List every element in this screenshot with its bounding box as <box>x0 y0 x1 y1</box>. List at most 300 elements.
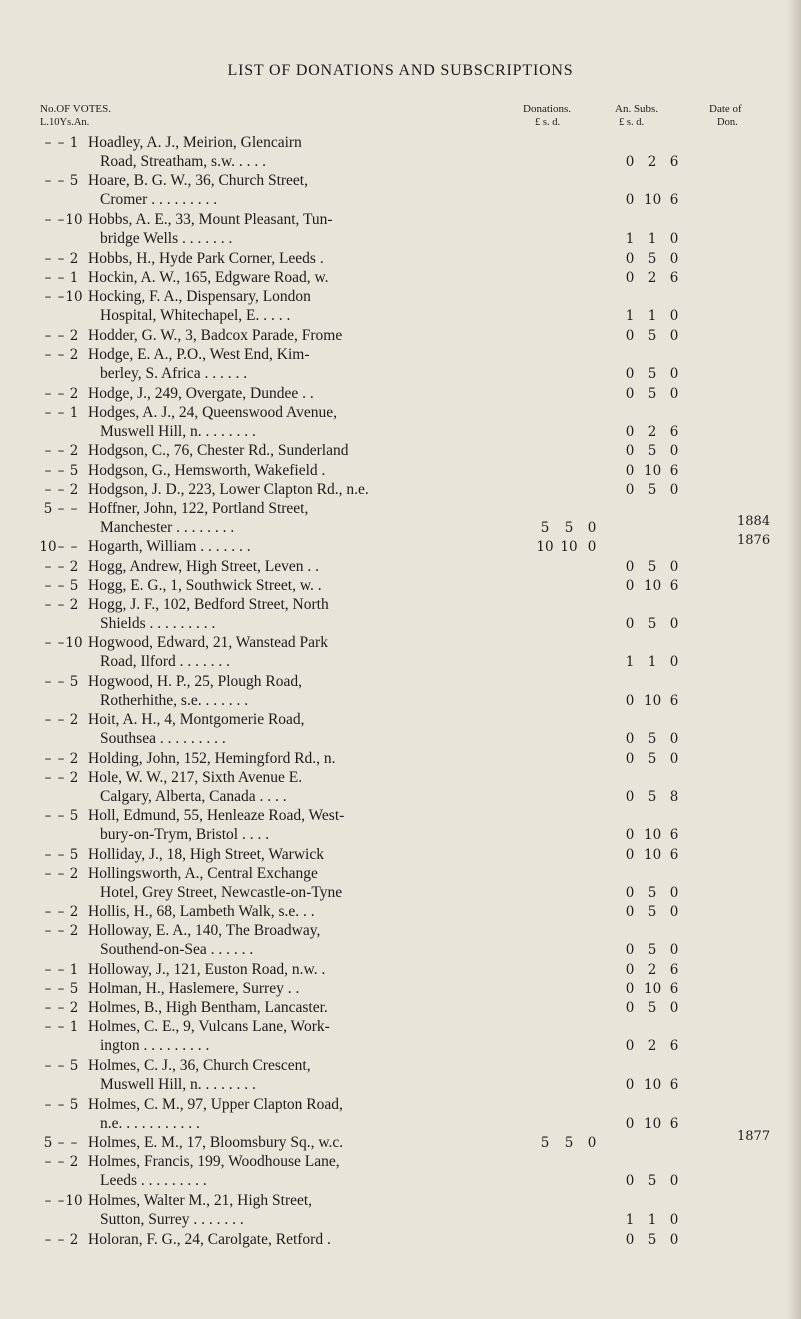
entry-continuation-line: Manchester . . . . . . . . <box>100 519 235 536</box>
subscription-shillings: 5 <box>647 482 657 498</box>
votes-annual-cell: 5 <box>69 1058 79 1074</box>
entry-first-line: Hobbs, H., Hyde Park Corner, Leeds . <box>88 250 324 267</box>
list-item <box>0 441 801 460</box>
list-item <box>0 1095 801 1133</box>
subscriber-entry <box>88 998 528 1017</box>
subscription-shillings: 2 <box>647 962 657 978</box>
subscription-pounds: 0 <box>625 559 635 575</box>
donation-pence: 0 <box>587 1135 597 1151</box>
votes-decade-cell: – <box>57 578 65 594</box>
subscription-pounds: 1 <box>625 654 635 670</box>
subscription-pounds: 0 <box>625 1116 635 1132</box>
subscription-pounds: 0 <box>625 270 635 286</box>
entry-continuation-line: Calgary, Alberta, Canada . . . . <box>100 788 287 805</box>
subscription-pounds: 1 <box>625 1212 635 1228</box>
entry-continuation-line: Hospital, Whitechapel, E. . . . . <box>100 307 291 324</box>
votes-decade-cell: – <box>57 923 65 939</box>
votes-decade-cell: – <box>57 539 65 555</box>
entry-first-line: Hockin, A. W., 165, Edgware Road, w. <box>88 269 329 286</box>
votes-life-cell: – <box>44 1058 52 1074</box>
subscription-pence: 0 <box>669 616 679 632</box>
subscription-shillings: 10 <box>644 1116 662 1132</box>
subscriber-entry <box>88 345 528 383</box>
votes-life-cell: – <box>44 212 52 228</box>
votes-annual-cell: 2 <box>69 328 79 344</box>
votes-annual-cell: – <box>70 501 78 517</box>
entry-first-line: Holman, H., Haslemere, Surrey . . <box>88 980 300 997</box>
donation-date: 1876 <box>737 533 771 548</box>
subscriber-entry <box>88 576 528 595</box>
entry-first-line: Hole, W. W., 217, Sixth Avenue E. <box>88 769 303 786</box>
subscription-pence: 0 <box>669 904 679 920</box>
list-item <box>0 710 801 748</box>
list-item <box>0 768 801 806</box>
subscription-pounds: 0 <box>625 904 635 920</box>
subscription-shillings: 5 <box>647 386 657 402</box>
votes-decade-cell: – <box>57 1154 65 1170</box>
votes-life-cell: – <box>44 962 52 978</box>
entry-first-line: Hodder, G. W., 3, Badcox Parade, Frome <box>88 327 343 344</box>
subscription-shillings: 10 <box>644 463 662 479</box>
page-title: LIST OF DONATIONS AND SUBSCRIPTIONS <box>227 62 574 79</box>
subscriber-entry <box>88 960 528 979</box>
subscription-pounds: 0 <box>625 1077 635 1093</box>
subscription-pounds: 0 <box>625 751 635 767</box>
subscriber-entry <box>88 710 528 748</box>
votes-decade-cell: – <box>57 443 65 459</box>
subscription-pounds: 0 <box>625 251 635 267</box>
votes-annual-cell: 10 <box>65 212 83 228</box>
votes-annual-cell: 10 <box>65 289 83 305</box>
entry-first-line: Hogg, J. F., 102, Bedford Street, North <box>88 596 329 613</box>
votes-column-subheader: L.10Ys.An. <box>40 117 90 128</box>
subscription-pence: 6 <box>669 693 679 709</box>
subscription-pounds: 0 <box>625 424 635 440</box>
donation-pounds: 10 <box>536 539 554 555</box>
entry-first-line: Holding, John, 152, Hemingford Rd., n. <box>88 750 336 767</box>
subscription-pence: 6 <box>669 424 679 440</box>
votes-annual-cell: 5 <box>69 674 79 690</box>
list-item <box>0 1056 801 1094</box>
entry-continuation-line: Muswell Hill, n. . . . . . . . <box>100 1076 256 1093</box>
votes-annual-cell: 1 <box>69 405 79 421</box>
subscription-shillings: 5 <box>647 251 657 267</box>
donations-column-header: Donations. <box>523 103 571 115</box>
entry-first-line: Holmes, C. J., 36, Church Crescent, <box>88 1057 311 1074</box>
subscriber-entry <box>88 768 528 806</box>
entry-continuation-line: Cromer . . . . . . . . . <box>100 191 218 208</box>
votes-decade-cell: – <box>57 251 65 267</box>
list-item <box>0 461 801 480</box>
votes-decade-cell: – <box>57 1135 65 1151</box>
subscription-pounds: 0 <box>625 731 635 747</box>
list-item <box>0 326 801 345</box>
list-item <box>0 595 801 633</box>
subscription-pounds: 0 <box>625 827 635 843</box>
subscription-shillings: 5 <box>647 904 657 920</box>
votes-decade-cell: – <box>57 1097 65 1113</box>
subscription-shillings: 1 <box>647 654 657 670</box>
votes-column-header: No.OF VOTES. <box>40 103 112 115</box>
entry-first-line: Hodges, A. J., 24, Queenswood Avenue, <box>88 404 337 421</box>
entry-continuation-line: Rotherhithe, s.e. . . . . . . <box>100 692 249 709</box>
subscription-shillings: 2 <box>647 270 657 286</box>
subscription-pounds: 0 <box>625 847 635 863</box>
subscription-shillings: 10 <box>644 847 662 863</box>
votes-life-cell: – <box>44 1000 52 1016</box>
subscriber-entry <box>88 1095 528 1133</box>
list-item <box>0 557 801 576</box>
date-column-header: Date of <box>709 103 742 115</box>
list-item <box>0 1230 801 1249</box>
votes-annual-cell: – <box>70 539 78 555</box>
subscription-pence: 0 <box>669 559 679 575</box>
entry-first-line: Hodgson, J. D., 223, Lower Clapton Rd., n.e. <box>88 481 369 498</box>
subscription-shillings: 1 <box>647 231 657 247</box>
donation-shillings: 10 <box>560 539 578 555</box>
votes-life-cell: – <box>44 347 52 363</box>
subscription-shillings: 5 <box>647 1173 657 1189</box>
votes-annual-cell: 5 <box>69 578 79 594</box>
votes-life-cell: 5 <box>43 1135 53 1151</box>
votes-decade-cell: – <box>57 635 65 651</box>
votes-life-cell: – <box>44 635 52 651</box>
votes-annual-cell: 2 <box>69 251 79 267</box>
list-item <box>0 1191 801 1229</box>
subscription-pounds: 0 <box>625 482 635 498</box>
entry-continuation-line: Southsea . . . . . . . . . <box>100 730 226 747</box>
subscription-shillings: 10 <box>644 192 662 208</box>
donation-date: 1884 <box>737 514 771 529</box>
votes-life-cell: – <box>44 597 52 613</box>
votes-decade-cell: – <box>57 712 65 728</box>
subscription-pounds: 0 <box>625 578 635 594</box>
votes-annual-cell: 2 <box>69 751 79 767</box>
list-item <box>0 133 801 171</box>
votes-decade-cell: – <box>57 808 65 824</box>
subscriber-entry <box>88 864 528 902</box>
votes-decade-cell: – <box>57 501 65 517</box>
list-item <box>0 806 801 844</box>
subscription-pence: 0 <box>669 654 679 670</box>
entry-first-line: Holl, Edmund, 55, Henleaze Road, West- <box>88 807 345 824</box>
votes-life-cell: – <box>44 751 52 767</box>
subscriber-entry <box>88 902 528 921</box>
votes-decade-cell: – <box>57 1000 65 1016</box>
votes-life-cell: – <box>44 482 52 498</box>
entry-first-line: Holmes, B., High Bentham, Lancaster. <box>88 999 328 1016</box>
list-item <box>0 1152 801 1190</box>
subscription-shillings: 5 <box>647 328 657 344</box>
votes-decade-cell: – <box>57 904 65 920</box>
votes-decade-cell: – <box>57 405 65 421</box>
list-item <box>0 1129 801 1152</box>
subscription-shillings: 2 <box>647 424 657 440</box>
votes-decade-cell: – <box>57 981 65 997</box>
subscription-shillings: 1 <box>647 308 657 324</box>
subscriber-entry <box>88 268 528 287</box>
donation-pence: 0 <box>587 520 597 536</box>
subscription-shillings: 10 <box>644 693 662 709</box>
subscription-pence: 6 <box>669 1038 679 1054</box>
votes-decade-cell: – <box>57 597 65 613</box>
subscriber-entry <box>88 749 528 768</box>
subscription-pence: 6 <box>669 154 679 170</box>
votes-life-cell: – <box>44 463 52 479</box>
list-item <box>0 902 801 921</box>
votes-life-cell: – <box>44 847 52 863</box>
subscription-pence: 0 <box>669 386 679 402</box>
list-item <box>0 403 801 441</box>
entry-first-line: Hollis, H., 68, Lambeth Walk, s.e. . . <box>88 903 315 920</box>
entry-continuation-line: Southend-on-Sea . . . . . . <box>100 941 254 958</box>
votes-annual-cell: 1 <box>69 962 79 978</box>
votes-decade-cell: – <box>57 482 65 498</box>
votes-decade-cell: – <box>57 386 65 402</box>
votes-life-cell: – <box>44 1019 52 1035</box>
subscription-pounds: 0 <box>625 981 635 997</box>
votes-life-cell: – <box>44 289 52 305</box>
subscription-shillings: 5 <box>647 1000 657 1016</box>
votes-life-cell: – <box>44 559 52 575</box>
subscriber-entry <box>88 1152 528 1190</box>
votes-decade-cell: – <box>57 289 65 305</box>
subscriber-entry <box>88 499 528 537</box>
votes-life-cell: – <box>44 770 52 786</box>
list-item <box>0 480 801 499</box>
entry-continuation-line: Sutton, Surrey . . . . . . . <box>100 1211 244 1228</box>
subscription-pence: 6 <box>669 962 679 978</box>
votes-annual-cell: 5 <box>69 808 79 824</box>
entry-first-line: Hogg, Andrew, High Street, Leven . . <box>88 558 320 575</box>
entry-continuation-line: ington . . . . . . . . . <box>100 1037 210 1054</box>
entry-first-line: Holmes, C. M., 97, Upper Clapton Road, <box>88 1096 343 1113</box>
list-item <box>0 749 801 768</box>
subscriber-entry <box>88 133 528 171</box>
subscription-pounds: 0 <box>625 386 635 402</box>
subscription-pence: 6 <box>669 847 679 863</box>
votes-life-cell: – <box>44 1154 52 1170</box>
subscription-pence: 8 <box>669 789 679 805</box>
entry-first-line: Hoadley, A. J., Meirion, Glencairn <box>88 134 302 151</box>
list-item <box>0 1017 801 1055</box>
entry-continuation-line: Road, Streatham, s.w. . . . . <box>100 153 267 170</box>
subscription-pounds: 0 <box>625 885 635 901</box>
subscriber-entry <box>88 1056 528 1094</box>
entry-first-line: Holmes, Walter M., 21, High Street, <box>88 1192 313 1209</box>
list-item <box>0 384 801 403</box>
entry-continuation-line: berley, S. Africa . . . . . . <box>100 365 248 382</box>
subscriber-entry <box>88 672 528 710</box>
subscription-pence: 0 <box>669 1232 679 1248</box>
entry-first-line: Hoffner, John, 122, Portland Street, <box>88 500 309 517</box>
votes-decade-cell: – <box>57 962 65 978</box>
entry-continuation-line: Muswell Hill, n. . . . . . . . <box>100 423 256 440</box>
list-item <box>0 576 801 595</box>
votes-decade-cell: – <box>57 847 65 863</box>
entry-first-line: Holloway, E. A., 140, The Broadway, <box>88 922 321 939</box>
entry-continuation-line: Road, Ilford . . . . . . . <box>100 653 231 670</box>
subscription-pence: 0 <box>669 231 679 247</box>
votes-decade-cell: – <box>57 463 65 479</box>
votes-life-cell: – <box>44 904 52 920</box>
subscriber-entry <box>88 210 528 248</box>
subscription-pence: 0 <box>669 328 679 344</box>
subscription-shillings: 10 <box>644 827 662 843</box>
subscriber-entry <box>88 480 528 499</box>
votes-life-cell: – <box>44 135 52 151</box>
votes-annual-cell: 2 <box>69 1000 79 1016</box>
votes-life-cell: – <box>44 270 52 286</box>
votes-life-cell: – <box>44 808 52 824</box>
donation-pounds: 5 <box>540 520 550 536</box>
votes-decade-cell: – <box>57 173 65 189</box>
subscriber-entry <box>88 461 528 480</box>
entry-first-line: Hogg, E. G., 1, Southwick Street, w. . <box>88 577 322 594</box>
votes-decade-cell: – <box>57 1232 65 1248</box>
votes-annual-cell: 2 <box>69 597 79 613</box>
entry-first-line: Hogarth, William . . . . . . . <box>88 538 251 555</box>
subscription-pence: 0 <box>669 885 679 901</box>
list-item <box>0 960 801 979</box>
entry-continuation-line: Hotel, Grey Street, Newcastle-on-Tyne <box>100 884 343 901</box>
subscription-pounds: 0 <box>625 693 635 709</box>
subscription-shillings: 10 <box>644 981 662 997</box>
votes-life-cell: – <box>44 443 52 459</box>
list-item <box>0 864 801 902</box>
subscription-pounds: 0 <box>625 1038 635 1054</box>
subscription-pounds: 0 <box>625 328 635 344</box>
entry-continuation-line: Shields . . . . . . . . . <box>100 615 216 632</box>
votes-annual-cell: 2 <box>69 712 79 728</box>
votes-decade-cell: – <box>57 1019 65 1035</box>
votes-annual-cell: 2 <box>69 770 79 786</box>
subscriber-entry <box>88 1017 528 1055</box>
subscription-pounds: 0 <box>625 942 635 958</box>
subscription-pence: 6 <box>669 578 679 594</box>
subscriber-entry <box>88 979 528 998</box>
subscription-pence: 0 <box>669 1212 679 1228</box>
subscription-pounds: 0 <box>625 962 635 978</box>
votes-annual-cell: 2 <box>69 904 79 920</box>
subscription-pence: 0 <box>669 308 679 324</box>
subscription-shillings: 2 <box>647 154 657 170</box>
subscription-pounds: 0 <box>625 463 635 479</box>
subscription-pence: 0 <box>669 1000 679 1016</box>
votes-decade-cell: – <box>57 770 65 786</box>
entry-first-line: Hogwood, Edward, 21, Wanstead Park <box>88 634 328 651</box>
votes-decade-cell: – <box>57 328 65 344</box>
votes-decade-cell: – <box>57 212 65 228</box>
subscription-shillings: 5 <box>647 731 657 747</box>
subscription-shillings: 5 <box>647 443 657 459</box>
votes-annual-cell: 2 <box>69 866 79 882</box>
entry-continuation-line: bury-on-Trym, Bristol . . . . <box>100 826 270 843</box>
entry-first-line: Hodge, E. A., P.O., West End, Kim- <box>88 346 310 363</box>
entry-first-line: Holloway, J., 121, Euston Road, n.w. . <box>88 961 326 978</box>
subscription-pounds: 0 <box>625 789 635 805</box>
subscriber-entry <box>88 441 528 460</box>
votes-annual-cell: 2 <box>69 1154 79 1170</box>
subscription-shillings: 5 <box>647 751 657 767</box>
date-column-subheader: Don. <box>717 117 738 128</box>
list-item <box>0 845 801 864</box>
subscriber-entry <box>88 171 528 209</box>
list-item <box>0 921 801 959</box>
votes-life-cell: – <box>44 981 52 997</box>
votes-life-cell: – <box>44 173 52 189</box>
votes-annual-cell: 10 <box>65 635 83 651</box>
votes-life-cell: – <box>44 923 52 939</box>
subscription-pounds: 0 <box>625 443 635 459</box>
subscription-pounds: 1 <box>625 231 635 247</box>
subscriber-entry <box>88 287 528 325</box>
subscription-pounds: 1 <box>625 308 635 324</box>
donation-pounds: 5 <box>540 1135 550 1151</box>
votes-decade-cell: – <box>57 559 65 575</box>
subscriber-entry <box>88 557 528 576</box>
votes-annual-cell: 2 <box>69 1232 79 1248</box>
subscriber-entry <box>88 1230 528 1249</box>
subscription-pounds: 0 <box>625 1173 635 1189</box>
votes-annual-cell: 1 <box>69 1019 79 1035</box>
subscription-pence: 6 <box>669 270 679 286</box>
subscription-shillings: 2 <box>647 1038 657 1054</box>
votes-life-cell: – <box>44 866 52 882</box>
list-item <box>0 249 801 268</box>
votes-life-cell: – <box>44 712 52 728</box>
entry-first-line: Hoare, B. G. W., 36, Church Street, <box>88 172 308 189</box>
subscription-pence: 0 <box>669 443 679 459</box>
entry-first-line: Holmes, Francis, 199, Woodhouse Lane, <box>88 1153 340 1170</box>
votes-annual-cell: 2 <box>69 923 79 939</box>
list-item <box>0 672 801 710</box>
votes-life-cell: – <box>44 674 52 690</box>
votes-annual-cell: 5 <box>69 463 79 479</box>
list-item <box>0 287 801 325</box>
subscriber-entry <box>88 384 528 403</box>
subscription-shillings: 5 <box>647 616 657 632</box>
subscription-pounds: 0 <box>625 192 635 208</box>
subscription-pence: 0 <box>669 251 679 267</box>
subscription-pounds: 0 <box>625 1000 635 1016</box>
votes-annual-cell: 2 <box>69 443 79 459</box>
votes-life-cell: – <box>44 1097 52 1113</box>
subscriber-entry <box>88 326 528 345</box>
entry-first-line: Hoit, A. H., 4, Montgomerie Road, <box>88 711 305 728</box>
subscriber-entry <box>88 806 528 844</box>
votes-decade-cell: – <box>57 866 65 882</box>
list-item <box>0 979 801 998</box>
votes-annual-cell: 5 <box>69 847 79 863</box>
votes-life-cell: – <box>44 405 52 421</box>
subscription-pence: 0 <box>669 942 679 958</box>
entry-first-line: Hodgson, C., 76, Chester Rd., Sunderland <box>88 442 349 459</box>
votes-decade-cell: – <box>57 1193 65 1209</box>
subscription-pence: 0 <box>669 1173 679 1189</box>
subscription-pence: 6 <box>669 1077 679 1093</box>
subscription-shillings: 5 <box>647 1232 657 1248</box>
votes-annual-cell: 5 <box>69 173 79 189</box>
entry-continuation-line: n.e. . . . . . . . . . . <box>100 1115 200 1132</box>
votes-annual-cell: 5 <box>69 981 79 997</box>
votes-life-cell: 5 <box>43 501 53 517</box>
donation-shillings: 5 <box>564 520 574 536</box>
votes-annual-cell: 2 <box>69 482 79 498</box>
subscriber-entry <box>88 1191 528 1229</box>
entry-first-line: Hogwood, H. P., 25, Plough Road, <box>88 673 303 690</box>
entry-first-line: Hodge, J., 249, Overgate, Dundee . . <box>88 385 314 402</box>
